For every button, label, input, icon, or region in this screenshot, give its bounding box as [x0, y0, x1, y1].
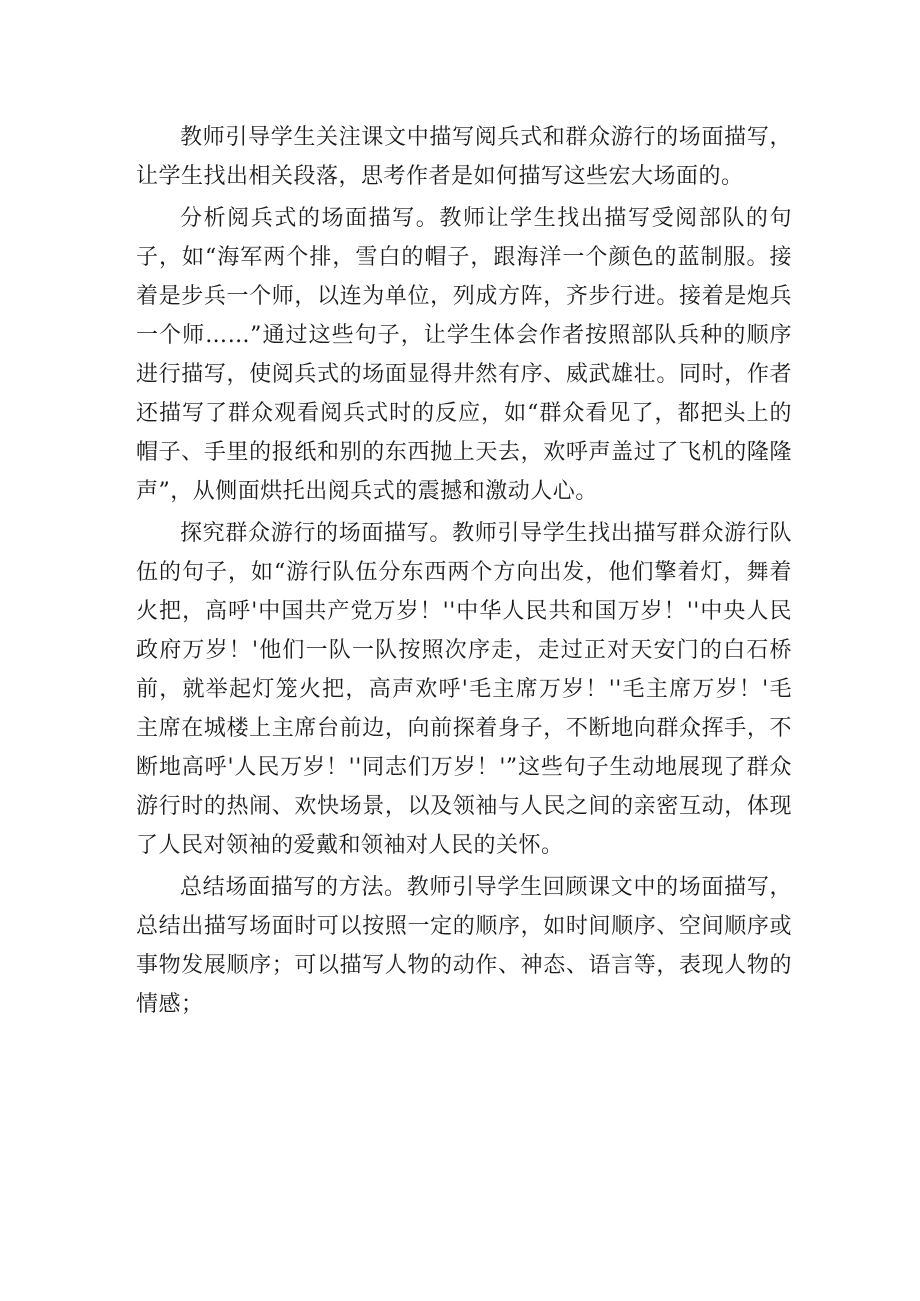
paragraph-summary: 总结场面描写的方法。教师引导学生回顾课文中的场面描写，总结出描写场面时可以按照一定的顺序，如时间顺序、空间顺序或事物发展顺序；可以描写人物的动作、神态、语言等，表现人物的情感； [136, 875, 792, 1017]
paragraph-crowd-procession: 探究群众游行的场面描写。教师引导学生找出描写群众游行队伍的句子，如“游行队伍分东西两个方向出发，他们擎着灯，舞着火把，高呼'中国共产党万岁！''中华人民共和国万岁！''中央人民政府万岁！'他们一队一队按照次序走，走过正对天安门的白石桥前，就举起灯笼火把，高声欢呼'毛主席万岁！''毛主席万岁！'毛主席在城楼上主席台前边，向前探着身子，不断地向群众挥手，不断地高呼'人民万岁！''同志们万岁！'”这些句子生动地展现了群众游行时的热闹、欢快场景，以及领袖与人民之间的亲密互动，体现了人民对领袖的爱戴和领袖对人民的关怀。 [136, 521, 792, 858]
paragraph-intro: 教师引导学生关注课文中描写阅兵式和群众游行的场面描写，让学生找出相关段落，思考作者是如何描写这些宏大场面的。 [136, 125, 792, 189]
document-body [136, 118, 792, 1027]
paragraph-parade-analysis: 分析阅兵式的场面描写。教师让学生找出描写受阅部队的句子，如“海军两个排，雪白的帽子，跟海洋一个颜色的蓝制服。接着是步兵一个师，以连为单位，列成方阵，齐步行进。接着是炮兵一个师……”通过这些句子，让学生体会作者按照部队兵种的顺序进行描写，使阅兵式的场面显得井然有序、威武雄壮。同时，作者还描写了群众观看阅兵式时的反应，如“群众看见了，都把头上的帽子、手里的报纸和别的东西抛上天去，欢呼声盖过了飞机的隆隆声”，从侧面烘托出阅兵式的震撼和激动人心。 [136, 206, 792, 504]
